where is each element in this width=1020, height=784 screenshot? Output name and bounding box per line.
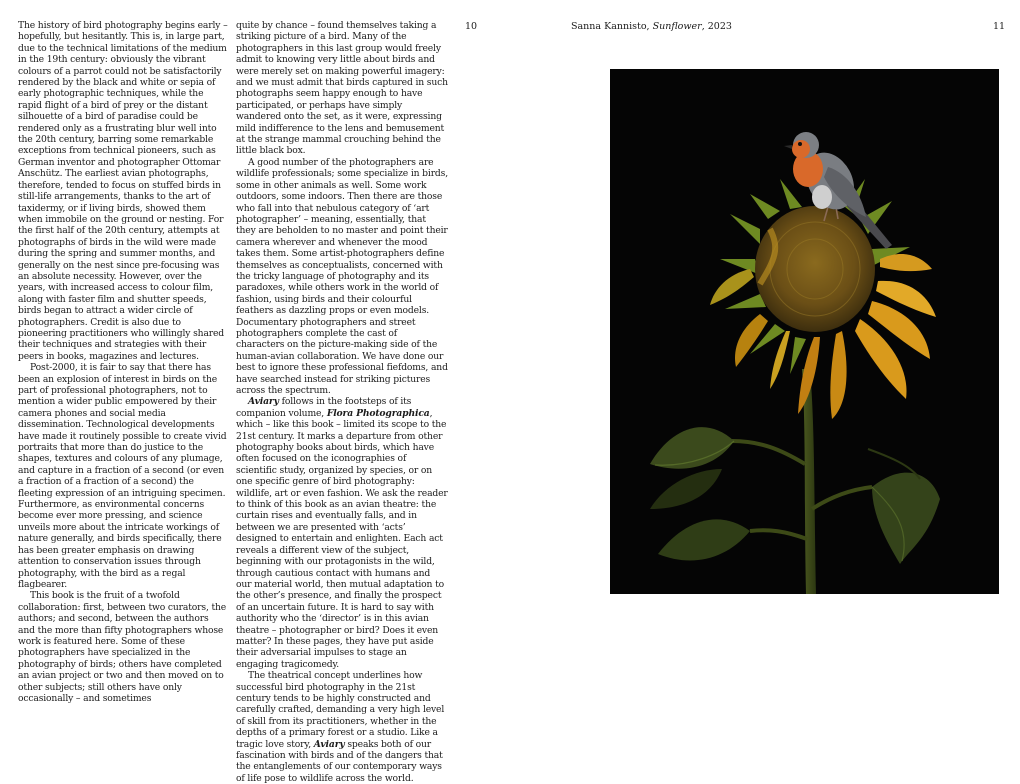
page-number-right: 11 xyxy=(993,21,1006,32)
robin-on-sunflower-illustration xyxy=(610,69,999,594)
page-number-left: 10 xyxy=(465,21,478,32)
leaf-stalk xyxy=(750,530,807,539)
caption-artist: Sanna Kannisto, xyxy=(571,21,653,32)
paragraph: This book is the fruit of a twofold collaboration: first, between two curators, the authors; and second, between the authors and the more than fifty photographers whose work is featured here. Some of these photographers have specialized in the photography of birds; others have completed an avian project or two and then moved on to other subjects; still others have only occasionally – and sometimes xyxy=(18,590,227,704)
leaf xyxy=(658,519,750,560)
paragraph xyxy=(236,396,448,670)
leaf xyxy=(872,473,940,564)
leaf xyxy=(650,427,734,469)
text-run: The theatrical concept underlines how successful bird photography in the 21st century tends to be highly constructed and carefully crafted, demanding a very high level of skill from its practitioners, whether in the depths of a primary forest or a studio. Like a tragic love story, xyxy=(236,670,445,750)
paragraph: The history of bird photography begins early – hopefully, but hesitantly. This is, in large part, due to the technical limitations of the medium in the 19th century: obviously the vibrant colours of a parrot could not be satisfactorily rendered by the black and white or sepia of early photographic techniques, while the rapid flight of a bird of prey or the distant silhouette of a bird of paradise could be rendered only as a frustrating blur well into the 20th century, barring some remarkable exceptions from technical pioneers, such as German inventor and photographer Ottomar Anschütz. The earliest avian photographs, therefore, tended to focus on stuffed birds in still-life arrangements, thanks to the art of taxidermy, or if living birds, showed them when immobile on the ground or nesting. For the first half of the 20th century, attempts at photographs of birds in the wild were made during the spring and summer months, and generally on the nest since pre-focusing was an absolute necessity. However, over the years, with increased access to colour film, along with faster film and shutter speeds, birds began to attract a wider circle of photographers. Credit is also due to pioneering practitioners who willingly shared their techniques and strategies with their peers in books, magazines and lectures. xyxy=(18,20,228,362)
sunflower-disk xyxy=(755,206,875,332)
leaf-stalk xyxy=(732,441,805,464)
caption-title: Sunflower xyxy=(652,21,702,32)
text-column-1 xyxy=(18,20,228,704)
text-column-2 xyxy=(236,20,448,784)
text-run: follows in the footsteps of its companion volume, xyxy=(236,396,412,419)
leaf-stalk xyxy=(812,487,872,509)
sunflower-photograph xyxy=(610,69,999,594)
book-title: Flora Photographica xyxy=(326,407,430,419)
book-title: Aviary xyxy=(248,396,279,408)
paragraph: A good number of the photographers are wildlife professionals; some specialize in birds, some in other animals as well. Some work outdoors, some indoors. Then there are those who fall into that nebulous category of ‘art photographer’ – meaning, essentially, that they are beholden to no master and point their camera wherever and whenever the mood takes them. Some artist-photographers define themselves as conceptualists, concerned with the tricky language of photography and its paradoxes, while others work in the world of fashion, using birds and their colourful feathers as dazzling props or even models. Documentary photographers and street photographers complete the cast of characters on the picture-making side of the human-avian collaboration. We have done our best to ignore these professional fiefdoms, and have searched instead for striking pictures across the spectrum. xyxy=(236,156,449,396)
photo-caption xyxy=(571,21,732,33)
caption-year: , 2023 xyxy=(701,21,732,32)
text-run: , which – like this book – limited its scope to the 21st century. It marks a departure from other photography books about birds, which have often focused on the iconographies of scientific study, organized by species, or on one specific genre of bird photography: wildlife, art or even fashion. We ask the reader to think of this book as an avian theatre: the curtain rises and eventually falls, and in between we are presented with ‘acts’ designed to entertain and enlighten. Each act reveals a different view of the subject, beginning with our protagonists in the wild, through cautious contact with humans and our material world, then mutual adaptation to the other’s presence, and finally the prospect of an uncertain future. It is hard to say with authority who the ‘director’ is in this avian theatre – photographer or bird? Does it even matter? In these pages, they have put aside their adversarial impulses to stage an engaging tragicomedy. xyxy=(236,407,448,670)
paragraph xyxy=(236,670,448,784)
text-run: speaks both of our fascination with birds and of the dangers that the entanglements of our contemporary ways of life pose to wildlife across the world. xyxy=(236,738,443,784)
book-title: Aviary xyxy=(313,738,345,750)
paragraph: Post-2000, it is fair to say that there has been an explosion of interest in birds on the part of professional photographers, not to mention a wider public empowered by their camera phones and social media dissemination. Technological developments have made it routinely possible to create vivid portraits that more than do justice to the shapes, textures and colours of any plumage, and capture in a fraction of a second (or even a fraction of a fraction of a second) the fleeting expression of an intriguing specimen. Furthermore, as environmental concerns become ever more pressing, and science unveils more about the intricate workings of nature generally, and birds specifically, there has been greater emphasis on drawing attention to conservation issues through photography, with the bird as a regal flagbearer. xyxy=(18,362,227,590)
paragraph: quite by chance – found themselves taking a striking picture of a bird. Many of the photographers in this last group would freely admit to knowing very little about birds and were merely set on making powerful imagery: and we must admit that birds captured in such photographs seem happy enough to have participated, or perhaps have simply wandered onto the set, as it were, expressing mild indifference to the lens and bemusement at the strange mammal crouching behind the little black box. xyxy=(236,20,448,157)
leaf xyxy=(650,469,722,509)
